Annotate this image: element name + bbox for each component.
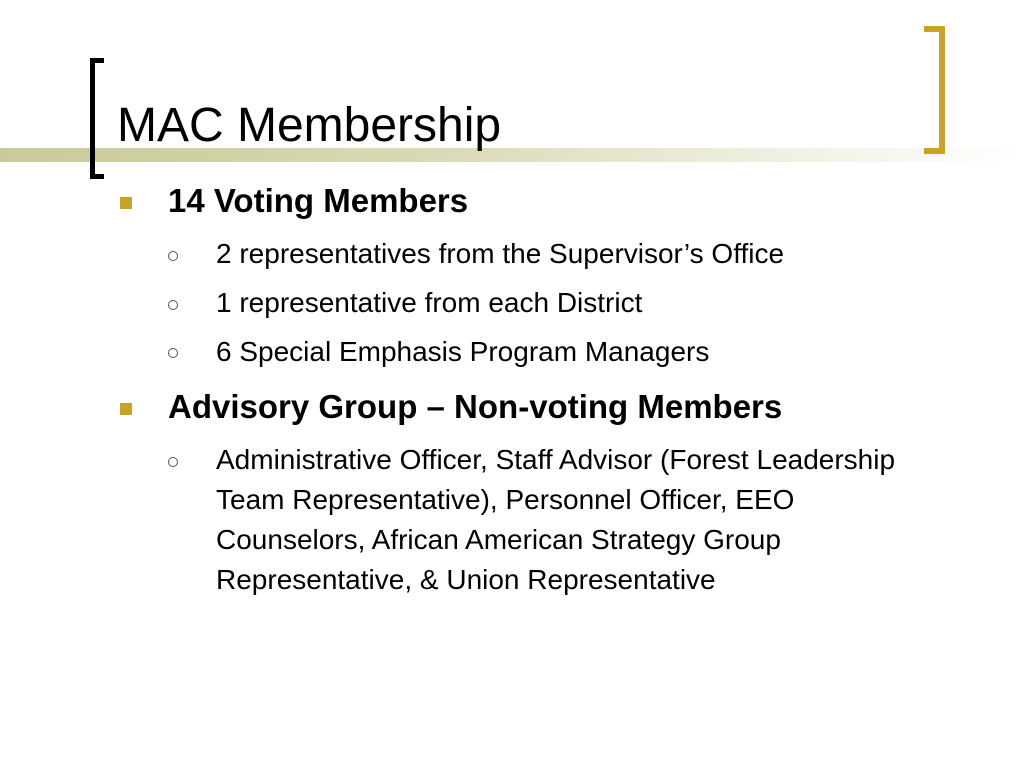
sub-bullet-text: 1 representative from each District — [216, 287, 643, 318]
left-bracket-decoration — [90, 58, 104, 179]
circle-bullet-icon — [168, 300, 178, 310]
bullet-text: Advisory Group – Non-voting Members — [168, 388, 783, 425]
circle-bullet-icon — [168, 348, 178, 358]
square-bullet-icon — [120, 197, 132, 209]
circle-bullet-icon — [168, 251, 178, 261]
square-bullet-icon — [120, 403, 132, 415]
bullet-text: 14 Voting Members — [168, 182, 469, 219]
sub-bullet-text: 2 representatives from the Supervisor’s Office — [216, 238, 785, 269]
circle-bullet-icon — [168, 457, 178, 467]
right-bracket-decoration — [924, 26, 945, 154]
sub-bullet-text: Administrative Officer, Staff Advisor (Forest Leadership Team Representative), Personnel Officer, EEO Counselors, African American Strategy Group Representative, & Union Representative — [216, 444, 896, 595]
slide-title: MAC Membership — [117, 99, 502, 152]
sub-bullet-text: 6 Special Emphasis Program Managers — [216, 336, 710, 367]
